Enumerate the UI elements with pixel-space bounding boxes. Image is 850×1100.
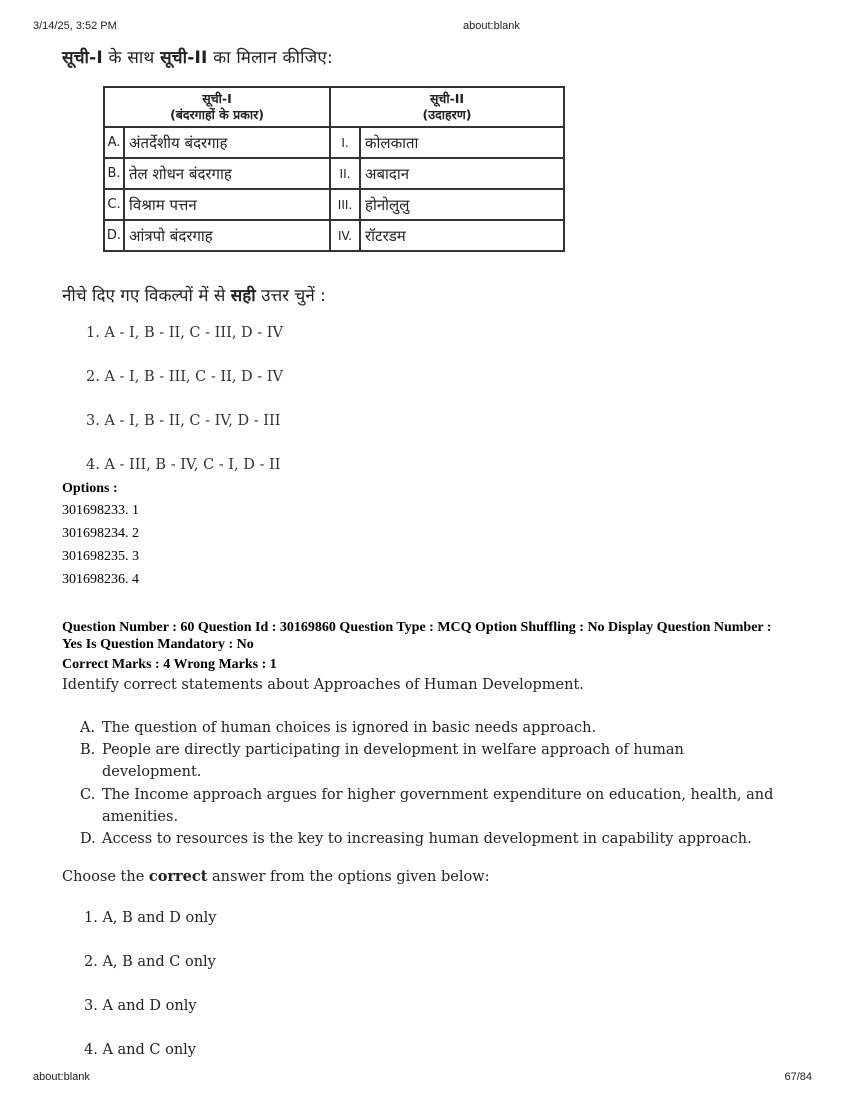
row-letter: A. — [104, 127, 124, 158]
q1-choose-prompt — [62, 283, 326, 306]
q2-statement-d — [80, 828, 800, 850]
q2-statement-c — [80, 784, 800, 828]
statement-label: C. — [80, 787, 96, 803]
option-id-1: 301698233. 1 — [62, 503, 139, 518]
print-title: about:blank — [463, 20, 520, 32]
list2-header: सूची-II — [429, 91, 465, 106]
statement-label: B. — [80, 742, 96, 758]
q2-meta: Question Number : 60 Question Id : 30169860 Question Type : MCQ Option Shuffling : No Display Question Number : Yes Is Question Mandatory : No — [62, 620, 772, 652]
option-id-4: 301698236. 4 — [62, 572, 139, 587]
q1-answer-2: 2. A - I, B - III, C - II, D - IV — [86, 369, 283, 385]
q1-prompt-with: के साथ — [102, 48, 161, 68]
q1-prompt-list1: सूची-I — [62, 48, 103, 68]
q1-prompt-match: का मिलान कीजिए: — [207, 48, 333, 68]
q2-choose-prompt — [62, 868, 490, 885]
statement-text: Access to resources is the key to increasing human development in capability approach. — [102, 831, 752, 847]
list1-subheader: (बंदरगाहों के प्रकार) — [170, 107, 264, 122]
row-example: होनोलुलु — [360, 189, 564, 220]
print-page-number: 67/84 — [784, 1071, 812, 1083]
match-table — [103, 86, 565, 252]
q1-answer-4: 4. A - III, B - IV, C - I, D - II — [86, 457, 281, 473]
row-item: विश्राम पत्तन — [124, 189, 330, 220]
q2-question: Identify correct statements about Approaches of Human Development. — [62, 677, 584, 693]
q1-choose-post: उत्तर चुनें : — [255, 286, 326, 306]
statement-text: The Income approach argues for higher government expenditure on education, health, and — [102, 787, 774, 803]
print-header — [0, 20, 850, 34]
q2-choose-bold: correct — [148, 868, 208, 885]
row-item: तेल शोधन बंदरगाह — [124, 158, 330, 189]
q1-answer-3: 3. A - I, B - II, C - IV, D - III — [86, 413, 281, 429]
q1-choose-bold: सही — [230, 286, 256, 306]
statement-continuation: development. — [102, 764, 202, 780]
options-label: Options : — [62, 481, 118, 496]
q1-choose-pre: नीचे दिए गए विकल्पों में से — [62, 286, 231, 306]
print-timestamp: 3/14/25, 3:52 PM — [33, 20, 117, 32]
row-num: I. — [330, 127, 360, 158]
q1-prompt-list2: सूची-II — [160, 48, 208, 68]
table-row — [104, 189, 564, 220]
option-id-3: 301698235. 3 — [62, 549, 139, 564]
row-example: रॉटरडम — [360, 220, 564, 251]
statement-label: D. — [80, 831, 96, 847]
statement-text: The question of human choices is ignored in basic needs approach. — [102, 720, 597, 736]
q2-answer-1: 1. A, B and D only — [84, 910, 217, 926]
row-example: कोलकाता — [360, 127, 564, 158]
match-table-header — [104, 87, 564, 127]
statement-label: A. — [80, 720, 96, 736]
q1-answer-1: 1. A - I, B - II, C - III, D - IV — [86, 325, 283, 341]
row-num: III. — [330, 189, 360, 220]
list1-header-cell — [104, 87, 330, 127]
table-row — [104, 158, 564, 189]
q2-choose-post: answer from the options given below: — [207, 869, 490, 885]
print-footer-url: about:blank — [33, 1071, 90, 1083]
q1-prompt — [62, 45, 333, 68]
print-footer — [0, 1071, 850, 1085]
statement-text: People are directly participating in development in welfare approach of human — [102, 742, 684, 758]
row-num: IV. — [330, 220, 360, 251]
list2-subheader: (उदाहरण) — [422, 107, 472, 122]
list1-header: सूची-I — [202, 91, 232, 106]
table-row — [104, 127, 564, 158]
row-item: आंत्रपो बंदरगाह — [124, 220, 330, 251]
q2-marks: Correct Marks : 4 Wrong Marks : 1 — [62, 657, 277, 672]
row-example: अबादान — [360, 158, 564, 189]
row-item: अंतर्देशीय बंदरगाह — [124, 127, 330, 158]
row-letter: B. — [104, 158, 124, 189]
row-letter: D. — [104, 220, 124, 251]
q2-choose-pre: Choose the — [62, 869, 149, 885]
table-row — [104, 220, 564, 251]
list2-header-cell — [330, 87, 564, 127]
q2-statement-b — [80, 739, 800, 783]
q2-answer-3: 3. A and D only — [84, 998, 197, 1014]
q2-statement-a — [80, 717, 800, 739]
q2-answer-2: 2. A, B and C only — [84, 954, 216, 970]
option-id-2: 301698234. 2 — [62, 526, 139, 541]
statement-continuation: amenities. — [102, 809, 179, 825]
q2-answer-4: 4. A and C only — [84, 1042, 196, 1058]
row-letter: C. — [104, 189, 124, 220]
row-num: II. — [330, 158, 360, 189]
